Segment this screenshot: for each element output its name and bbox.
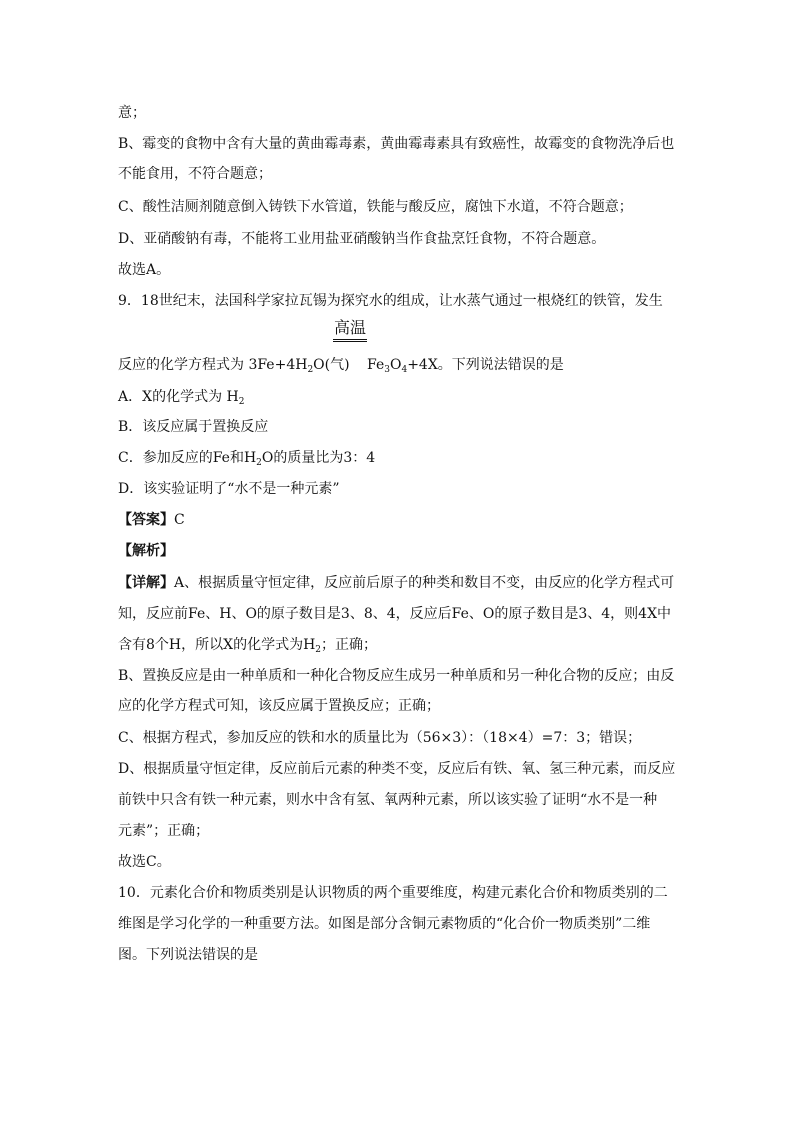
question-9-stem: 9．18世纪末，法国科学家拉瓦锡为探究水的组成，让水蒸气通过一根烧红的铁管，发生 — [118, 293, 663, 309]
explanation-line: 应的化学方程式可知，该反应属于置换反应；正确； — [118, 698, 440, 714]
text-line: D、亚硝酸钠有毒，不能将工业用盐亚硝酸钠当作食盐烹饪食物，不符合题意。 — [118, 231, 606, 247]
subscript: 2 — [307, 365, 314, 375]
explanation-line: 知，反应前Fe、H、O的原子数目是3、8、4，反应后Fe、O的原子数目是3、4，则4X中 — [118, 606, 672, 622]
explanation-line: 元素”；正确； — [118, 823, 210, 839]
explanation-text: 含有8个H，所以X的化学式为H — [118, 637, 316, 653]
option-c-pre: C．参加反应的Fe和H — [118, 450, 257, 466]
equation-suffix: +4X。下列说法错误的是 — [407, 357, 564, 373]
text-line: 不能食用，不符合题意； — [118, 166, 272, 182]
answer-line — [118, 511, 185, 529]
text-line: 意； — [118, 105, 146, 121]
option-c — [118, 449, 375, 469]
option-a — [118, 388, 244, 408]
equation-product — [367, 356, 564, 376]
explanation-line: D、根据质量守恒定律，反应前后元素的种类不变，反应后有铁、氧、氢三种元素，而反应 — [118, 761, 676, 777]
explanation-line: C、根据方程式，参加反应的铁和水的质量比为（56×3）：（18×4）=7：3；错误； — [118, 730, 642, 746]
subscript: 4 — [401, 365, 408, 375]
explanation-line — [118, 636, 377, 656]
reaction-condition: 高温 — [333, 318, 367, 342]
equation-prefix: 反应的化学方程式为 3Fe+4H — [118, 357, 308, 373]
option-d: D．该实验证明了“水不是一种元素” — [118, 481, 340, 497]
equation-line — [118, 356, 350, 376]
option-c-post: O的质量比为3：4 — [261, 450, 376, 466]
subscript: 2 — [238, 397, 245, 407]
detail-label: 【详解】 — [118, 575, 174, 591]
answer-label: 【答案】 — [118, 512, 174, 528]
explanation-line — [118, 574, 674, 592]
answer-value: C — [174, 512, 185, 528]
question-10-stem: 图。下列说法错误的是 — [118, 947, 258, 963]
question-10-stem: 10．元素化合价和物质类别是认识物质的两个重要维度，构建元素化合价和物质类别的二 — [118, 885, 668, 901]
subscript: 3 — [384, 365, 390, 375]
subscript: 2 — [315, 645, 322, 655]
question-10-stem: 维图是学习化学的一种重要方法。如图是部分含铜元素物质的“化合价一物质类别”二维 — [118, 916, 651, 932]
explanation-text: A、根据质量守恒定律，反应前后原子的种类和数目不变，由反应的化学方程式可 — [174, 575, 675, 591]
option-a-text: A．X的化学式为 H — [118, 389, 239, 405]
option-b: B．该反应属于置换反应 — [118, 419, 269, 435]
explanation-line: 故选C。 — [118, 854, 171, 870]
explanation-text: ；正确； — [321, 637, 378, 653]
text-line: C、酸性洁厕剂随意倒入铸铁下水管道，铁能与酸反应，腐蚀下水道，不符合题意； — [118, 199, 633, 215]
text-line: 故选A。 — [118, 262, 171, 278]
equation-mid: O(气) — [313, 357, 350, 373]
explanation-line: B、置换反应是由一种单质和一种化合物反应生成另一种单质和另一种化合物的反应；由反 — [118, 668, 675, 684]
subscript: 2 — [256, 458, 262, 468]
equation-o: O — [389, 357, 402, 373]
text-line: B、霉变的食物中含有大量的黄曲霉毒素，黄曲霉毒素具有致癌性，故霉变的食物洗净后也 — [118, 136, 675, 152]
analysis-label: 【解析】 — [118, 543, 174, 559]
equation-fe: Fe — [367, 357, 385, 373]
explanation-line: 前铁中只含有铁一种元素，则水中含有氢、氧两种元素，所以该实验了证明“水不是一种 — [118, 792, 658, 808]
